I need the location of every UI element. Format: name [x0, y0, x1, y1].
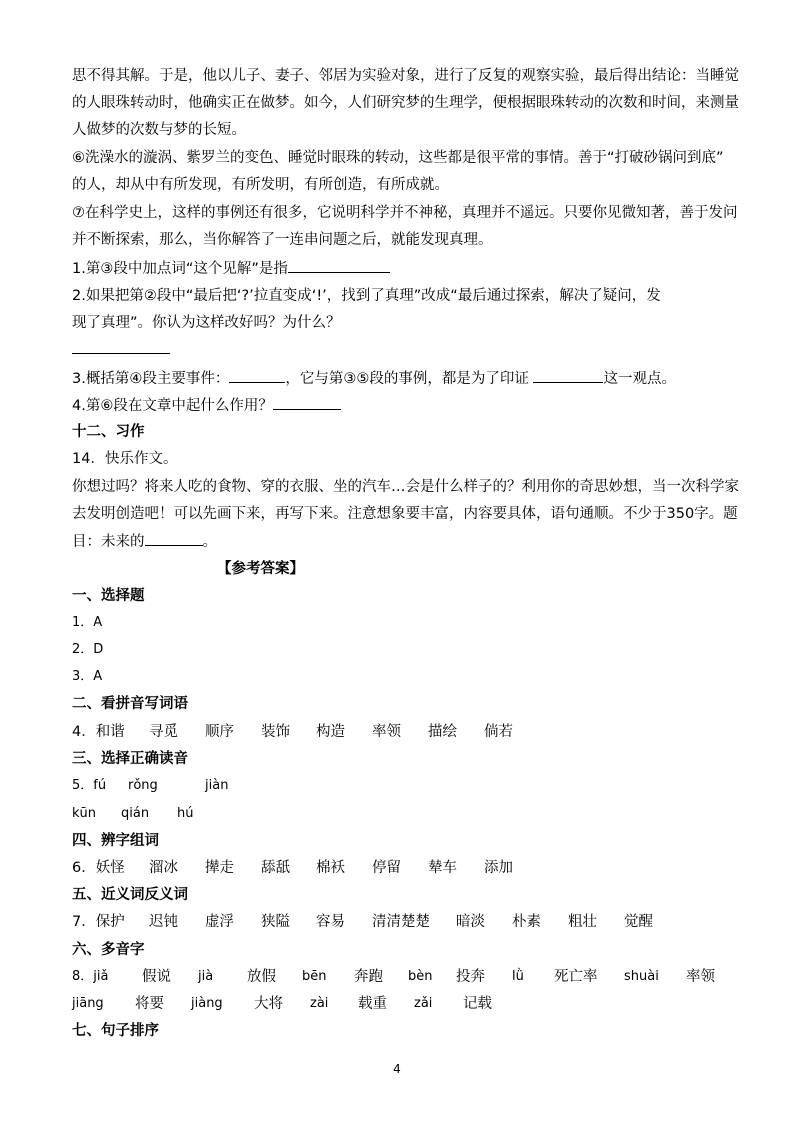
answer-blank[interactable] — [273, 395, 341, 410]
answer-row — [72, 722, 732, 742]
writing-prompt-line: 你想过吗？将来人吃的食物、穿的衣服、坐的汽车…会是什么样子的？利用你的奇思妙想，当一次科学家 — [72, 479, 739, 495]
answer-word: 放假 — [247, 969, 276, 985]
answer-word: 6．妖怪 — [72, 860, 125, 876]
question-14: 14．快乐作文。 — [72, 451, 178, 467]
section-heading: 一、选择题 — [72, 588, 145, 604]
answer-pinyin: shuài — [624, 969, 659, 984]
answer-pinyin: jià — [198, 969, 214, 984]
answer-blank[interactable] — [533, 368, 603, 383]
answer-word: 大将 — [254, 996, 283, 1012]
answer-row — [72, 858, 732, 878]
answer-pinyin: zǎi — [414, 996, 433, 1011]
section-heading: 四、辨字组词 — [72, 833, 159, 849]
answer-pinyin: rǒng — [128, 778, 158, 793]
answer-word: 粗壮 — [568, 914, 597, 930]
answer-word: 假说 — [142, 969, 171, 985]
passage-line: 并不断探索，那么，当你解答了一连串问题之后，就能发现真理。 — [72, 232, 493, 248]
writing-prompt-line — [72, 531, 217, 552]
answer-word: 载重 — [358, 996, 387, 1012]
answer-blank[interactable] — [288, 258, 390, 273]
question-4 — [72, 395, 341, 416]
section-heading: 三、选择正确读音 — [72, 751, 188, 767]
answer-pinyin: lǜ — [512, 969, 524, 984]
answer-word: 记载 — [463, 996, 492, 1012]
answer-row — [72, 994, 732, 1014]
writing-title-prefix: 目：未来的 — [72, 534, 145, 550]
answer-pinyin: bēn — [302, 969, 327, 984]
answer-word: 死亡率 — [554, 969, 598, 985]
answer-row — [72, 804, 372, 824]
answer-pinyin: jiàng — [191, 996, 223, 1011]
answer-item: 2．D — [72, 642, 104, 657]
answer-word: 构造 — [316, 724, 345, 740]
answer-pinyin: bèn — [408, 969, 433, 984]
answer-item: 3．A — [72, 669, 103, 684]
answer-word: 暗淡 — [456, 914, 485, 930]
answer-word: 朴素 — [512, 914, 541, 930]
answer-word: 描绘 — [428, 724, 457, 740]
answer-row — [72, 776, 372, 796]
answer-line — [72, 339, 170, 360]
answer-word: 溜冰 — [149, 860, 178, 876]
answer-row — [72, 912, 732, 932]
answer-pinyin: jiāng — [72, 996, 104, 1011]
question-text: 这一观点。 — [603, 371, 676, 387]
answer-word: 迟钝 — [149, 914, 178, 930]
answer-word: 投奔 — [456, 969, 485, 985]
section-heading: 七、句子排序 — [72, 1023, 159, 1039]
answer-pinyin: 8．jiǎ — [72, 969, 109, 984]
answer-word: 奔跑 — [354, 969, 383, 985]
answer-blank[interactable] — [145, 531, 203, 546]
answer-pinyin: kūn — [72, 806, 97, 821]
answer-word: 将要 — [135, 996, 164, 1012]
passage-line: 思不得其解。于是，他以儿子、妻子、邻居为实验对象，进行了反复的观察实验，最后得出结论：当睡觉 — [72, 68, 739, 84]
answer-blank[interactable] — [229, 368, 285, 383]
answer-word: 顺序 — [205, 724, 234, 740]
answer-pinyin: zài — [310, 996, 329, 1011]
section-heading: 二、看拼音写词语 — [72, 696, 188, 712]
passage-line: 的人眼珠转动时，他确实正在做梦。如今，人们研究梦的生理学，便根据眼珠转动的次数和时间，来测量 — [72, 95, 739, 111]
answer-word: 辇车 — [428, 860, 457, 876]
answer-word: 棉袄 — [316, 860, 345, 876]
answer-word: 清清楚楚 — [372, 914, 430, 930]
answer-word: 觉醒 — [624, 914, 653, 930]
answer-row — [72, 967, 732, 987]
answer-pinyin: qián — [121, 806, 150, 821]
answer-word: 容易 — [316, 914, 345, 930]
question-3 — [72, 368, 676, 389]
answer-word: 狭隘 — [261, 914, 290, 930]
answer-word: 寻觅 — [149, 724, 178, 740]
answer-blank[interactable] — [72, 339, 170, 354]
question-text: 1.第③段中加点词“这个见解”是指 — [72, 261, 288, 277]
question-1 — [72, 258, 390, 279]
answer-word: 撵走 — [205, 860, 234, 876]
answer-pinyin: jiàn — [205, 778, 229, 793]
section-heading: 五、近义词反义词 — [72, 887, 188, 903]
question-2-cont: 现了真理”。你认为这样改好吗？为什么？ — [72, 315, 341, 331]
answer-pinyin: hú — [177, 806, 194, 821]
answer-word: 率领 — [686, 969, 715, 985]
question-2: 2.如果把第②段中“最后把‘?’拉直变成‘!’，找到了真理”改成“最后通过探索，解决了疑问，发 — [72, 288, 661, 304]
answer-word: 舔舐 — [261, 860, 290, 876]
passage-line: 的人，却从中有所发现，有所发明，有所创造，有所成就。 — [72, 177, 449, 193]
section-heading: 十二、习作 — [72, 424, 145, 440]
section-heading: 六、多音字 — [72, 942, 145, 958]
answer-word: 虚浮 — [205, 914, 234, 930]
writing-title-suffix: 。 — [202, 534, 217, 550]
page-number: 4 — [393, 1062, 401, 1076]
passage-line: 人做梦的次数与梦的长短。 — [72, 122, 246, 138]
question-text: 4.第⑥段在文章中起什么作用？ — [72, 398, 273, 414]
passage-line: ⑦在科学史上，这样的事例还有很多，它说明科学并不神秘，真理并不遥远。只要你见微知著，善于发问 — [72, 205, 738, 221]
answers-title: 【参考答案】 — [217, 561, 304, 577]
answer-item: 1．A — [72, 615, 103, 630]
answer-word: 停留 — [372, 860, 401, 876]
passage-line: ⑥洗澡水的漩涡、紫罗兰的变色、睡觉时眼珠的转动，这些都是很平常的事情。善于“打破砂锅问到底” — [72, 150, 724, 166]
answer-word: 倘若 — [484, 724, 513, 740]
answer-word: 率领 — [372, 724, 401, 740]
answer-word: 4．和谐 — [72, 724, 125, 740]
answer-word: 7．保护 — [72, 914, 125, 930]
answer-pinyin: 5．fú — [72, 778, 107, 793]
answer-word: 添加 — [484, 860, 513, 876]
question-text: ，它与第③⑤段的事例，都是为了印证 — [285, 371, 529, 387]
writing-prompt-line: 去发明创造吧！可以先画下来，再写下来。注意想象要丰富，内容要具体，语句通顺。不少于350字。题 — [72, 506, 738, 522]
question-text: 3.概括第④段主要事件： — [72, 371, 230, 387]
answer-word: 装饰 — [261, 724, 290, 740]
